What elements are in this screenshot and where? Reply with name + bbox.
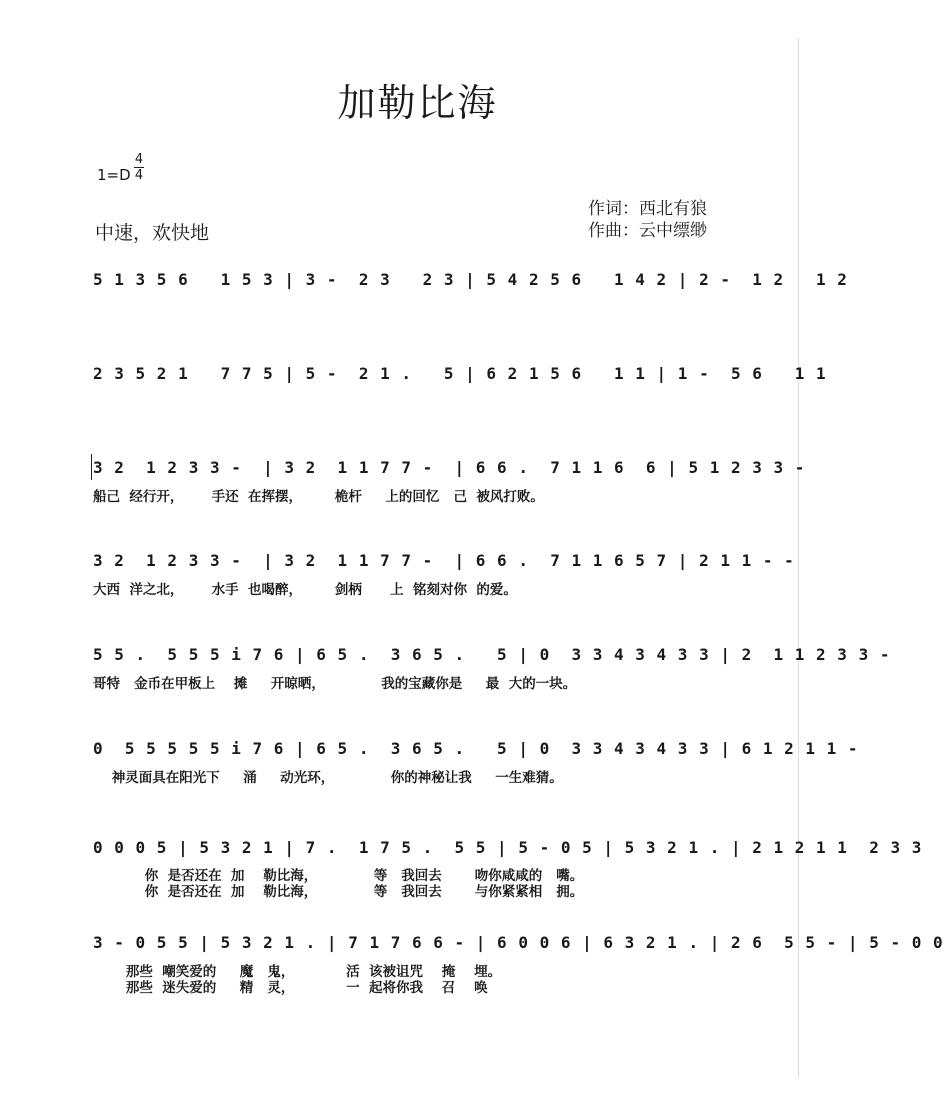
score-row-6 (93, 735, 859, 761)
notes-line: 2 3 5 2 1 7 7 5 | 5 - 2 1 . 5 | 6 2 1 5 6 1 1 | 1 - 5 6 1 1 (93, 363, 827, 383)
lyrics-line: 大西 洋之北， 水手 也喝醉， 剑柄 上 铭刻对你 的爱。 (93, 582, 517, 598)
time-signature-top: 4 (134, 152, 144, 167)
notes-line: 3 - 0 5 5 | 5 3 2 1 . | 7 1 7 6 6 - | 6 0 0 6 | 6 3 2 1 . | 2 6 5 5 - | 5 - 0 0 (93, 932, 944, 952)
composer-credit: 作曲：云中缥缈 (588, 221, 707, 241)
song-title: 加勒比海 (337, 81, 498, 125)
lyrics-line: 那些 嘲笑爱的 魔 鬼， 活 该被诅咒 掩 埋。 (93, 964, 502, 980)
time-signature (132, 152, 146, 183)
start-barline (91, 454, 92, 480)
lyrics-line: 哥特 金币在甲板上 摊 开晾晒， 我的宝藏你是 最 大的一块。 (93, 676, 577, 692)
score-row-1 (93, 266, 848, 292)
score-row-8 (93, 929, 944, 955)
lyrics-line: 那些 迷失爱的 精 灵， 一 起将你我 召 唤 (93, 980, 488, 996)
notes-line: 3 2 1 2 3 3 - | 3 2 1 1 7 7 - | 6 6 . 7 1 1 6 6 | 5 1 2 3 3 - (93, 457, 806, 477)
time-signature-bottom: 4 (134, 168, 144, 183)
score-row-4 (93, 547, 795, 573)
page-edge-line (798, 38, 799, 1078)
lyrics-line: 你 是否还在 加 勒比海， 等 我回去 与你紧紧相 拥。 (93, 884, 584, 900)
notes-line: 3 2 1 2 3 3 - | 3 2 1 1 7 7 - | 6 6 . 7 1 1 6 5 7 | 2 1 1 - - (93, 550, 795, 570)
key-signature: 1=D (97, 166, 131, 184)
score-row-5 (93, 641, 891, 667)
tempo-marking: 中速，欢快地 (95, 222, 210, 244)
score-row-2 (93, 360, 827, 386)
score-row-7 (93, 834, 923, 860)
score-row-3 (93, 454, 806, 480)
lyricist-credit: 作词：西北有狼 (588, 199, 707, 219)
notes-line: 5 1 3 5 6 1 5 3 | 3 - 2 3 2 3 | 5 4 2 5 6 1 4 2 | 2 - 1 2 1 2 (93, 269, 848, 289)
notes-line: 0 0 0 5 | 5 3 2 1 | 7 . 1 7 5 . 5 5 | 5 - 0 5 | 5 3 2 1 . | 2 1 2 1 1 2 3 3 (93, 837, 923, 857)
lyrics-line: 你 是否还在 加 勒比海， 等 我回去 吻你咸咸的 嘴。 (93, 868, 584, 884)
lyrics-line: 神灵面具在阳光下 涌 动光环， 你的神秘让我 一生难猜。 (93, 770, 563, 786)
lyrics-line: 船己 经行开， 手还 在挥摆， 桅杆 上的回忆 己 被风打败。 (93, 489, 544, 505)
notes-line: 0 5 5 5 5 5 i 7 6 | 6 5 . 3 6 5 . 5 | 0 3 3 4 3 4 3 3 | 6 1 2 1 1 - (93, 738, 859, 758)
notes-line: 5 5 . 5 5 5 i 7 6 | 6 5 . 3 6 5 . 5 | 0 3 3 4 3 4 3 3 | 2 1 1 2 3 3 - (93, 644, 891, 664)
